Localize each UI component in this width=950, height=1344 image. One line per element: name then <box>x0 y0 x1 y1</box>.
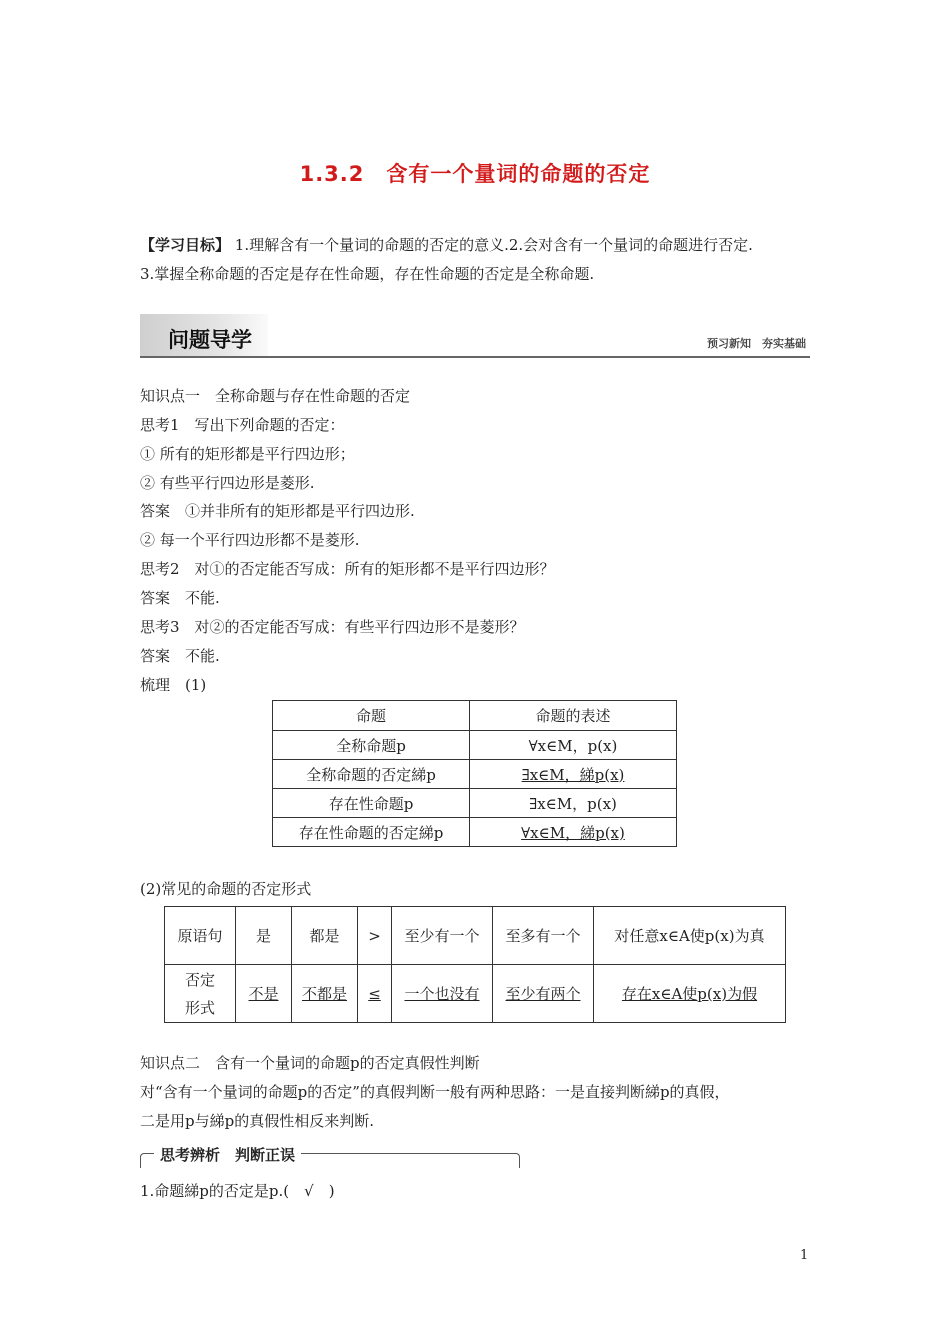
goals-text-1: 1.理解含有一个量词的命题的否定的意义.2.会对含有一个量词的命题进行否定. <box>230 236 753 254</box>
item-2: ② 有些平行四边形是菱形. <box>140 474 315 492</box>
item-1: ① 所有的矩形都是平行四边形； <box>140 445 355 463</box>
table-cell: 全称命题的否定綈p <box>273 760 470 789</box>
answer-1a: 答案 ①并非所有的矩形都是平行四边形. <box>140 502 415 520</box>
learning-goals-line1 <box>140 235 753 255</box>
think-3: 思考3 对②的否定能否写成：有些平行四边形不是菱形？ <box>140 618 525 636</box>
page-number: 1 <box>800 1248 809 1263</box>
table-cell: 全称命题p <box>273 731 470 760</box>
box-label: 思考辨析 判断正误 <box>154 1144 301 1165</box>
table-cell: ∀x∈M，綈p(x) <box>470 818 677 847</box>
learning-goals-line2: 3.掌握全称命题的否定是存在性命题，存在性命题的否定是全称命题. <box>140 265 595 283</box>
table-cell: ∃x∈M，p(x) <box>470 789 677 818</box>
table-cell: 否定形式 <box>165 965 236 1023</box>
table-cell: 存在性命题的否定綈p <box>273 818 470 847</box>
table-cell: 至少有两个 <box>493 965 594 1023</box>
think-1: 思考1 写出下列命题的否定： <box>140 416 345 434</box>
table-cell: 是 <box>236 907 292 965</box>
table-cell: 存在性命题p <box>273 789 470 818</box>
table-cell: > <box>358 907 392 965</box>
table-cell: 对任意x∈A使p(x)为真 <box>594 907 786 965</box>
think-judge-box <box>140 1144 520 1168</box>
goals-tag: 【学习目标】 <box>140 236 231 254</box>
section-title: 问题导学 <box>168 328 252 352</box>
knowledge-point-1: 知识点一 全称命题与存在性命题的否定 <box>140 387 411 405</box>
kp2-paragraph-line2: 二是用p与綈p的真假性相反来判断. <box>140 1112 374 1130</box>
table-cell: ∀x∈M，p(x) <box>470 731 677 760</box>
negation-table <box>272 700 677 847</box>
kp2-paragraph-line1: 对“含有一个量词的命题p的否定”的真假判断一般有两种思路：一是直接判断綈p的真假， <box>140 1083 730 1101</box>
answer-1b: ② 每一个平行四边形都不是菱形. <box>140 531 360 549</box>
negation-forms-table <box>164 906 786 1023</box>
page-title: 1.3.2 含有一个量词的命题的否定 <box>299 162 651 186</box>
table-header-cell: 命题 <box>273 701 470 731</box>
table-cell: ≤ <box>358 965 392 1023</box>
section-header <box>140 314 810 358</box>
knowledge-point-2: 知识点二 含有一个量词的命题p的否定真假性判断 <box>140 1054 480 1072</box>
section-tagline: 预习新知 夯实基础 <box>707 337 806 350</box>
answer-2: 答案 不能. <box>140 589 220 607</box>
table-cell: 都是 <box>292 907 358 965</box>
table-cell: 不是 <box>236 965 292 1023</box>
question-1: 1.命题綈p的否定是p.( √ ) <box>140 1182 335 1200</box>
summary-1: 梳理 (1) <box>140 676 207 694</box>
summary-2: (2)常见的命题的否定形式 <box>140 880 312 898</box>
table-cell: 一个也没有 <box>392 965 493 1023</box>
answer-3: 答案 不能. <box>140 647 220 665</box>
table-cell: 不都是 <box>292 965 358 1023</box>
table-cell: 至多有一个 <box>493 907 594 965</box>
table-header-cell: 命题的表述 <box>470 701 677 731</box>
think-2: 思考2 对①的否定能否写成：所有的矩形都不是平行四边形？ <box>140 560 555 578</box>
table-cell: ∃x∈M，綈p(x) <box>470 760 677 789</box>
table-cell: 至少有一个 <box>392 907 493 965</box>
table-cell: 存在x∈A使p(x)为假 <box>594 965 786 1023</box>
table-cell: 原语句 <box>165 907 236 965</box>
